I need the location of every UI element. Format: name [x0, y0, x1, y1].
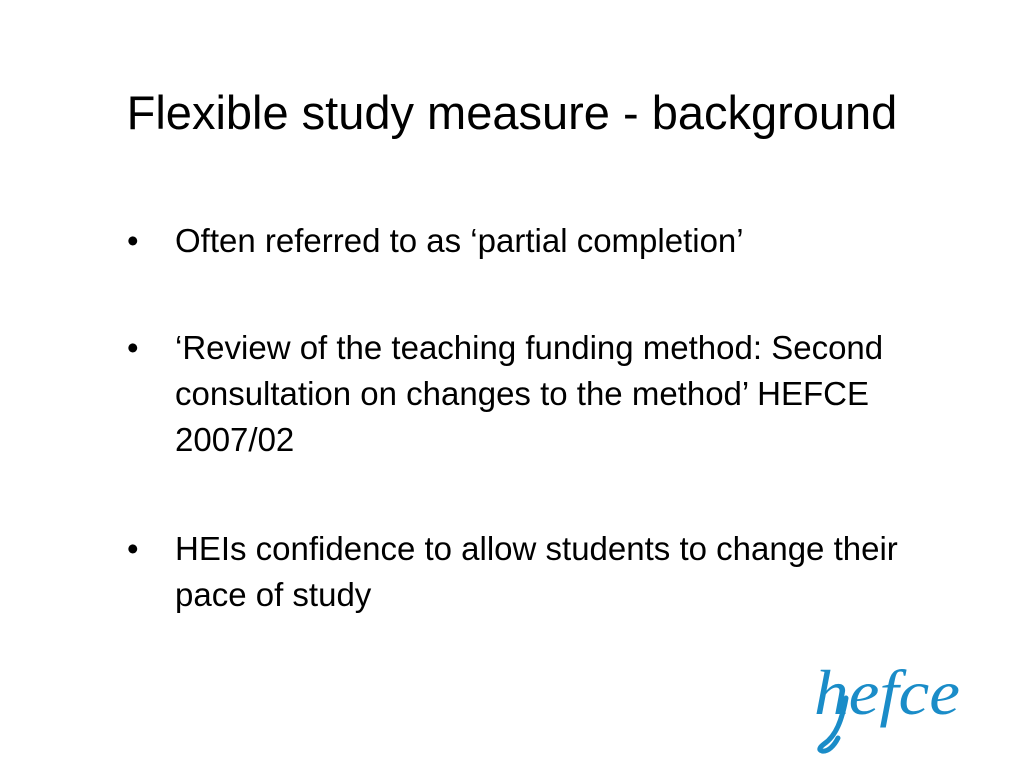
bullet-item — [127, 526, 907, 618]
bullet-dot: • — [127, 329, 139, 366]
bullet-item — [127, 218, 907, 264]
bullet-text: ‘Review of the teaching funding method: Second consultation on changes to the method’ HEFCE 2007/02 — [175, 329, 884, 458]
slide-title — [120, 86, 904, 140]
bullet-text: HEIs confidence to allow students to change their pace of study — [175, 530, 898, 613]
bullet-item — [127, 325, 907, 463]
bullet-dot: • — [127, 222, 139, 259]
bullet-list — [127, 218, 907, 618]
bullet-text: Often referred to as ‘partial completion’ — [175, 222, 744, 259]
slide-title-text: Flexible study measure - background — [126, 86, 898, 139]
bullet-dot: • — [127, 530, 139, 567]
hefce-logo — [806, 628, 966, 758]
hefce-logo-text: hefce — [814, 657, 960, 728]
